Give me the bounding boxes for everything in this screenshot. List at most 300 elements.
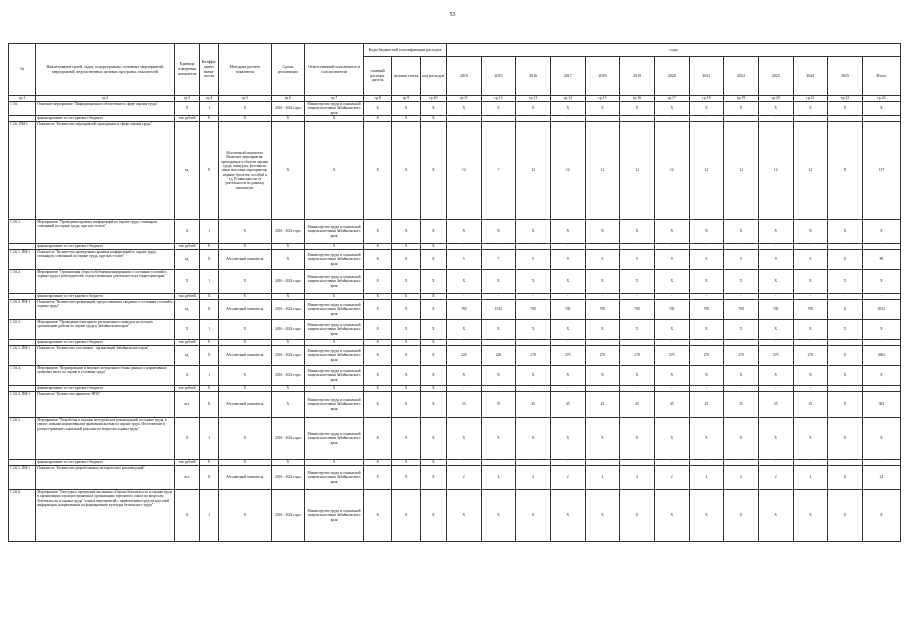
header-year: 2010 bbox=[446, 57, 481, 96]
table-cell: 45 bbox=[516, 391, 551, 417]
table-cell: Х bbox=[516, 102, 551, 116]
table-cell: 2 bbox=[446, 465, 481, 489]
table-cell: Показатель "Количество участников - организаций Забайкальского края" bbox=[36, 345, 175, 365]
table-cell: Х bbox=[724, 269, 759, 293]
table-cell: 383 bbox=[862, 391, 900, 417]
table-cell: Показатель "Количество принятых НПА" bbox=[36, 391, 175, 417]
table-cell: Х bbox=[550, 102, 585, 116]
table-cell: - bbox=[620, 293, 655, 299]
header-year: 2016 bbox=[516, 57, 551, 96]
table-cell: - bbox=[620, 385, 655, 391]
table-cell: - bbox=[585, 385, 620, 391]
table-row bbox=[9, 417, 901, 459]
table-cell: Х bbox=[862, 365, 900, 385]
table-cell: Основное мероприятие "Информационное обеспечение в сфере охраны труда" bbox=[36, 102, 175, 116]
table-cell: Х bbox=[219, 339, 272, 345]
table-cell: - bbox=[689, 339, 724, 345]
table-cell: 9 bbox=[654, 249, 689, 269]
program-table bbox=[8, 43, 901, 542]
table-cell: Министерство труда и социальной защиты населения Забайкальского края bbox=[305, 391, 364, 417]
table-cell: 1.3.6.4. bbox=[9, 365, 36, 385]
table-cell: финансирование за счет краевого бюджета bbox=[36, 339, 175, 345]
table-cell: - bbox=[689, 459, 724, 465]
table-cell: Х bbox=[420, 115, 446, 121]
table-cell: 9 bbox=[793, 249, 828, 269]
table-cell: Х bbox=[420, 459, 446, 465]
table-cell: 270 bbox=[724, 345, 759, 365]
table-cell: - bbox=[620, 243, 655, 249]
table-cell: Х bbox=[689, 319, 724, 339]
table-cell: 1 bbox=[200, 219, 219, 243]
column-number: гр.17 bbox=[654, 96, 689, 102]
table-cell: 1.3.6.3. bbox=[9, 319, 36, 339]
table-cell: Х bbox=[828, 299, 863, 319]
table-cell: - bbox=[481, 115, 516, 121]
table-cell: 2016 - 2024 годы bbox=[271, 489, 305, 541]
table-cell: 2016 - 2024 годы bbox=[271, 269, 305, 293]
table-cell: финансирование за счет краевого бюджета bbox=[36, 385, 175, 391]
column-number: гр.18 bbox=[689, 96, 724, 102]
table-cell: Х bbox=[219, 385, 272, 391]
column-number: гр.5 bbox=[219, 96, 272, 102]
table-cell: Х bbox=[585, 417, 620, 459]
table-cell: Мероприятие "Разработка и издание методических рекомендаций по охране труда, в связи с новыми нормативными правовыми актами по охране труда. Изготовление и распространение социальной рекламы по вопросам охраны труда" bbox=[36, 417, 175, 459]
table-cell: - bbox=[758, 459, 793, 465]
table-cell: Х bbox=[862, 219, 900, 243]
table-cell: - bbox=[758, 115, 793, 121]
column-number: гр.1 bbox=[9, 96, 36, 102]
table-cell: 2016 - 2024 годы bbox=[271, 465, 305, 489]
table-cell: - bbox=[758, 339, 793, 345]
table-cell: Министерство труда и социальной защиты населения Забайкальского края bbox=[305, 345, 364, 365]
header-year: 2025 bbox=[828, 57, 863, 96]
table-cell: 12 bbox=[654, 121, 689, 219]
table-cell: Х bbox=[585, 365, 620, 385]
table-cell: 2016 - 2024 годы bbox=[271, 365, 305, 385]
table-cell: - bbox=[828, 459, 863, 465]
table-cell: Х bbox=[446, 417, 481, 459]
table-cell: Х bbox=[420, 391, 446, 417]
table-cell: Х bbox=[585, 219, 620, 243]
table-cell: 4 bbox=[481, 465, 516, 489]
table-cell: Х bbox=[828, 249, 863, 269]
table-cell: 2016 - 2024 годы bbox=[271, 417, 305, 459]
table-cell: 7 bbox=[481, 249, 516, 269]
table-cell: 2 bbox=[724, 465, 759, 489]
table-cell: 700 bbox=[793, 299, 828, 319]
table-cell: 700 bbox=[550, 299, 585, 319]
table-cell: - bbox=[724, 459, 759, 465]
table-cell: Х bbox=[363, 243, 391, 249]
table-cell: - bbox=[550, 339, 585, 345]
table-cell: 270 bbox=[654, 345, 689, 365]
table-cell: 780 bbox=[446, 299, 481, 319]
table-cell: Х bbox=[481, 417, 516, 459]
table-cell: Х bbox=[219, 319, 272, 339]
table-cell: - bbox=[446, 293, 481, 299]
table-cell: Х bbox=[620, 365, 655, 385]
header-responsible: Ответственный исполнитель и соисполнители bbox=[305, 44, 364, 96]
table-cell: Х bbox=[363, 459, 391, 465]
table-cell: Х bbox=[620, 489, 655, 541]
table-cell: - bbox=[862, 115, 900, 121]
table-cell: Х bbox=[219, 243, 272, 249]
table-cell: 12 bbox=[585, 121, 620, 219]
table-cell: Х bbox=[689, 365, 724, 385]
table-cell: - bbox=[446, 115, 481, 121]
table-cell: Абсолютный показатель bbox=[219, 391, 272, 417]
table-cell: Х bbox=[828, 121, 863, 219]
table-cell: 700 bbox=[654, 299, 689, 319]
table-cell: 2016 - 2024 годы bbox=[271, 319, 305, 339]
header-unit: Единица измерения показателя bbox=[174, 44, 199, 96]
table-cell: Х bbox=[446, 489, 481, 541]
table-cell: тыс.рублей bbox=[174, 115, 199, 121]
table-cell: 9 bbox=[724, 249, 759, 269]
table-cell: Х bbox=[724, 417, 759, 459]
table-cell: Министерство труда и социальной защиты населения Забайкальского края bbox=[305, 249, 364, 269]
table-cell: - bbox=[550, 243, 585, 249]
table-cell: 1.3.6.1. bbox=[9, 219, 36, 243]
table-cell: Х bbox=[174, 219, 199, 243]
table-cell: 1.3.6.3. ПМ-1 bbox=[9, 345, 36, 365]
table-cell: 700 bbox=[689, 299, 724, 319]
table-cell: Х bbox=[724, 319, 759, 339]
table-cell: Х bbox=[392, 489, 420, 541]
table-cell: Министерство труда и социальной защиты населения Забайкальского края bbox=[305, 417, 364, 459]
header-period: Сроки реализации bbox=[271, 44, 305, 96]
table-cell: Х bbox=[200, 345, 219, 365]
table-cell: Х bbox=[271, 391, 305, 417]
table-cell: Х bbox=[363, 299, 391, 319]
table-cell: - bbox=[828, 243, 863, 249]
table-cell: 2962 bbox=[862, 345, 900, 365]
table-row bbox=[9, 345, 901, 365]
table-cell: 270 bbox=[620, 345, 655, 365]
table-cell: - bbox=[654, 459, 689, 465]
table-cell: Х bbox=[828, 417, 863, 459]
table-cell: Х bbox=[446, 102, 481, 116]
column-number: гр.15 bbox=[585, 96, 620, 102]
table-cell: Х bbox=[271, 243, 305, 249]
table-cell: 2016 - 2024 годы bbox=[271, 299, 305, 319]
table-cell: Х bbox=[200, 391, 219, 417]
table-cell: 45 bbox=[654, 391, 689, 417]
table-cell: Х bbox=[481, 219, 516, 243]
table-cell: 12 bbox=[550, 121, 585, 219]
header-year: 2024 bbox=[793, 57, 828, 96]
table-cell: Х bbox=[363, 319, 391, 339]
table-cell: - bbox=[516, 339, 551, 345]
table-cell: 2 bbox=[585, 465, 620, 489]
table-row bbox=[9, 465, 901, 489]
table-cell: 1.3.6. ПМ-1 bbox=[9, 121, 36, 219]
table-cell: Х bbox=[724, 219, 759, 243]
table-cell: 45 bbox=[585, 391, 620, 417]
header-target: целевая статья bbox=[392, 57, 420, 96]
column-number: гр.16 bbox=[620, 96, 655, 102]
table-cell: Министерство труда и социальной защиты населения Забайкальского края bbox=[305, 299, 364, 319]
column-number: гр.13 bbox=[516, 96, 551, 102]
table-cell: Х bbox=[392, 385, 420, 391]
table-cell: 2016 - 2024 годы bbox=[271, 345, 305, 365]
table-cell: 2016 - 2024 годы bbox=[271, 102, 305, 116]
table-cell: Х bbox=[758, 365, 793, 385]
table-cell: Х bbox=[654, 219, 689, 243]
table-cell: Х bbox=[363, 391, 391, 417]
table-cell: - bbox=[689, 293, 724, 299]
page-number: 53 bbox=[449, 12, 456, 18]
table-cell: - bbox=[862, 385, 900, 391]
table-cell: 1.3.6.5. ПМ-1 bbox=[9, 465, 36, 489]
table-cell: Х bbox=[174, 319, 199, 339]
table-cell: - bbox=[724, 339, 759, 345]
table-cell: Х bbox=[392, 219, 420, 243]
table-cell: Х bbox=[758, 219, 793, 243]
header-exp: код расходов bbox=[420, 57, 446, 96]
column-number: гр.19 bbox=[724, 96, 759, 102]
table-cell: Х bbox=[793, 365, 828, 385]
table-cell: финансирование за счет краевого бюджета bbox=[36, 243, 175, 249]
table-cell: Х bbox=[689, 102, 724, 116]
table-cell: 270 bbox=[516, 345, 551, 365]
table-cell: Х bbox=[219, 489, 272, 541]
table-cell: - bbox=[446, 385, 481, 391]
table-cell: Х bbox=[828, 345, 863, 365]
table-cell: 700 bbox=[758, 299, 793, 319]
table-cell: Х bbox=[174, 489, 199, 541]
table-cell: - bbox=[550, 385, 585, 391]
header-name: Наименование целей, задач, подпрограммы, основных мероприятий, мероприятий, ведомственных целевых программ, показателей bbox=[36, 44, 175, 96]
table-cell: Х bbox=[828, 391, 863, 417]
table-cell: - bbox=[446, 459, 481, 465]
column-number: гр.6 bbox=[271, 96, 305, 102]
table-cell: 700 bbox=[724, 299, 759, 319]
table-cell: Х bbox=[392, 345, 420, 365]
table-cell: 9 bbox=[689, 249, 724, 269]
table-cell: Х bbox=[654, 489, 689, 541]
column-number: гр.12 bbox=[481, 96, 516, 102]
table-cell: 45 bbox=[550, 391, 585, 417]
table-cell: 9 bbox=[620, 249, 655, 269]
table-cell: Абсолютный показатель bbox=[219, 249, 272, 269]
table-cell: 2 bbox=[550, 465, 585, 489]
table-cell: Х bbox=[620, 417, 655, 459]
table-cell: Х bbox=[392, 269, 420, 293]
table-cell: - bbox=[516, 459, 551, 465]
table-cell: Х bbox=[862, 102, 900, 116]
table-cell: - bbox=[724, 115, 759, 121]
table-cell: Х bbox=[271, 249, 305, 269]
table-cell: - bbox=[620, 339, 655, 345]
table-cell: тыс.рублей bbox=[174, 385, 199, 391]
table-cell: 12 bbox=[516, 121, 551, 219]
table-row bbox=[9, 319, 901, 339]
table-cell: 9 bbox=[758, 249, 793, 269]
table-cell: Х bbox=[758, 417, 793, 459]
column-number: гр.23 bbox=[862, 96, 900, 102]
table-cell: Мероприятие "Проведение краевых конференций по охране труда, семинаров, совещаний по охране труда, круглых столов" bbox=[36, 219, 175, 243]
table-cell: - bbox=[550, 293, 585, 299]
table-cell: Показатель "Количество организаций, предоставивших сведения о состоянии условий и охраны труда" bbox=[36, 299, 175, 319]
column-number: гр.7 bbox=[305, 96, 364, 102]
table-cell: Х bbox=[219, 269, 272, 293]
table-cell: Х bbox=[516, 319, 551, 339]
table-cell: Х bbox=[828, 319, 863, 339]
table-cell: Х bbox=[620, 269, 655, 293]
table-cell: Х bbox=[758, 102, 793, 116]
table-cell: 270 bbox=[793, 345, 828, 365]
table-cell: 9 bbox=[550, 249, 585, 269]
table-cell: Х bbox=[446, 365, 481, 385]
table-cell: Х bbox=[828, 102, 863, 116]
table-cell: - bbox=[793, 339, 828, 345]
table-cell: Х bbox=[363, 102, 391, 116]
table-cell: 12 bbox=[758, 121, 793, 219]
table-cell: 700 bbox=[585, 299, 620, 319]
table-cell: Х bbox=[420, 293, 446, 299]
table-cell: Х bbox=[446, 269, 481, 293]
table-cell: 5 bbox=[446, 249, 481, 269]
table-cell: Х bbox=[654, 269, 689, 293]
column-number: гр.20 bbox=[758, 96, 793, 102]
column-number: гр.9 bbox=[392, 96, 420, 102]
table-cell: Х bbox=[550, 489, 585, 541]
table-cell: 1.3.6.4. ПМ-1 bbox=[9, 391, 36, 417]
table-cell: Х bbox=[420, 269, 446, 293]
table-cell: Показатель "Количество проведенных краевых конференций по охране труда, семинаров, совещаний по охране труда, круглых столов" bbox=[36, 249, 175, 269]
table-cell: Х bbox=[392, 115, 420, 121]
table-cell: - bbox=[758, 243, 793, 249]
table-cell: - bbox=[828, 293, 863, 299]
table-cell: Х bbox=[219, 115, 272, 121]
table-cell: Х bbox=[392, 319, 420, 339]
column-number: гр.2 bbox=[36, 96, 175, 102]
table-cell: Х bbox=[862, 269, 900, 293]
table-cell: Мероприятие "Формирование и ведение электронного банка данных о нормативных правовых актах по охране и условиям труда" bbox=[36, 365, 175, 385]
table-cell: 700 bbox=[516, 299, 551, 319]
table-cell: 1.3.6.2. bbox=[9, 269, 36, 293]
table-cell: 2 bbox=[516, 465, 551, 489]
table-cell: Х bbox=[271, 293, 305, 299]
table-cell: - bbox=[828, 339, 863, 345]
table-cell: Х bbox=[363, 465, 391, 489]
table-cell: - bbox=[862, 243, 900, 249]
table-cell: Х bbox=[363, 293, 391, 299]
table-cell: Абсолютный показатель bbox=[219, 299, 272, 319]
table-cell: Х bbox=[420, 339, 446, 345]
table-cell: - bbox=[689, 243, 724, 249]
table-cell: Х bbox=[200, 299, 219, 319]
table-cell: Х bbox=[654, 319, 689, 339]
table-cell: Х bbox=[305, 115, 364, 121]
table-cell: тыс.рублей bbox=[174, 243, 199, 249]
table-cell: Х bbox=[363, 489, 391, 541]
table-cell: Х bbox=[550, 365, 585, 385]
table-cell: Х bbox=[271, 339, 305, 345]
table-cell: - bbox=[828, 385, 863, 391]
table-cell: - bbox=[516, 385, 551, 391]
table-cell: 226 bbox=[446, 345, 481, 365]
table-cell: 1012 bbox=[481, 299, 516, 319]
table-cell: - bbox=[654, 243, 689, 249]
table-cell: Х bbox=[585, 102, 620, 116]
header-no: № bbox=[9, 44, 36, 96]
table-cell: Министерство труда и социальной защиты населения Забайкальского края bbox=[305, 465, 364, 489]
table-cell: - bbox=[793, 243, 828, 249]
table-cell: Х bbox=[550, 417, 585, 459]
table-cell: - bbox=[689, 115, 724, 121]
table-cell: тыс.рублей bbox=[174, 293, 199, 299]
table-cell: 1 bbox=[200, 102, 219, 116]
table-cell: Х bbox=[862, 489, 900, 541]
table-cell: 12 bbox=[620, 121, 655, 219]
table-cell: 1 bbox=[200, 319, 219, 339]
table-cell: - bbox=[446, 339, 481, 345]
table-cell: Х bbox=[392, 249, 420, 269]
table-cell: Министерство труда и социальной защиты населения Забайкальского края bbox=[305, 489, 364, 541]
table-cell: Х bbox=[420, 299, 446, 319]
table-row bbox=[9, 391, 901, 417]
table-cell: 45 bbox=[620, 391, 655, 417]
table-cell: Х bbox=[862, 319, 900, 339]
table-cell: - bbox=[585, 459, 620, 465]
table-cell: Х bbox=[689, 489, 724, 541]
table-cell: 35 bbox=[793, 391, 828, 417]
table-cell: Х bbox=[363, 249, 391, 269]
table-cell: Х bbox=[305, 339, 364, 345]
table-cell: - bbox=[516, 293, 551, 299]
table-cell: 137 bbox=[862, 121, 900, 219]
table-cell: Х bbox=[828, 465, 863, 489]
table-cell: Х bbox=[828, 365, 863, 385]
table-cell: - bbox=[862, 339, 900, 345]
table-cell: - bbox=[758, 293, 793, 299]
table-cell: Х bbox=[585, 319, 620, 339]
header-codes-group: Коды бюджетной классификации расходов bbox=[363, 44, 446, 57]
table-cell: шт. bbox=[174, 391, 199, 417]
table-cell: Х bbox=[200, 339, 219, 345]
table-cell: Х bbox=[200, 115, 219, 121]
table-cell: Х bbox=[793, 319, 828, 339]
table-cell: 1.3.6. bbox=[9, 102, 36, 116]
header-method: Методика расчета показателя bbox=[219, 44, 272, 96]
table-cell: ед. bbox=[174, 345, 199, 365]
table-cell: 1.3.6.5. bbox=[9, 417, 36, 459]
table-cell: 12 bbox=[446, 121, 481, 219]
table-cell: Х bbox=[654, 417, 689, 459]
table-cell: Х bbox=[550, 219, 585, 243]
table-cell: Министерство труда и социальной защиты населения Забайкальского края bbox=[305, 365, 364, 385]
column-number: гр.3 bbox=[174, 96, 199, 102]
table-cell: Х bbox=[219, 417, 272, 459]
table-cell: 12 bbox=[689, 121, 724, 219]
table-cell: Х bbox=[516, 417, 551, 459]
table-cell: 35 bbox=[724, 391, 759, 417]
table-cell: Х bbox=[363, 345, 391, 365]
table-cell: Х bbox=[219, 293, 272, 299]
table-cell: Х bbox=[392, 299, 420, 319]
table-row bbox=[9, 219, 901, 243]
table-cell: Х bbox=[758, 319, 793, 339]
table-cell: - bbox=[654, 293, 689, 299]
table-cell: - bbox=[689, 385, 724, 391]
table-cell: - bbox=[862, 293, 900, 299]
header-coef: Коэффи-циент значи-мости bbox=[200, 44, 219, 96]
table-cell: - bbox=[758, 385, 793, 391]
table-cell: Министерство труда и социальной защиты населения Забайкальского края bbox=[305, 269, 364, 293]
header-year: 2020 bbox=[654, 57, 689, 96]
